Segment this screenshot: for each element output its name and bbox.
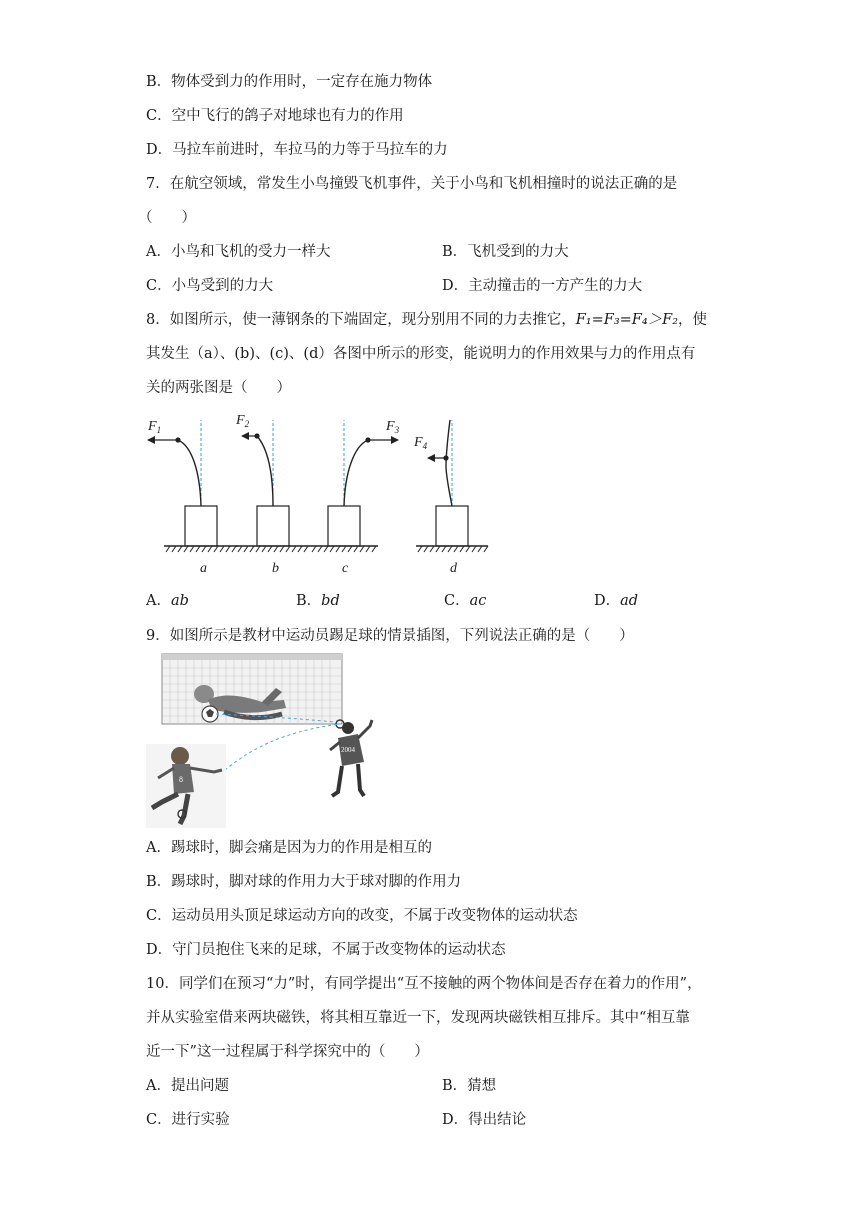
panel-label-d: d bbox=[450, 561, 457, 576]
panel-label-c: c bbox=[342, 561, 349, 576]
q8-option-d bbox=[594, 591, 638, 611]
q8-option-d-value: ad bbox=[620, 593, 639, 609]
force-label-f1: $F_1$ bbox=[148, 419, 162, 435]
panel-c bbox=[310, 419, 400, 576]
q9-option-c: C．运动员用头顶足球运动方向的改变，不属于改变物体的运动状态 bbox=[146, 908, 578, 924]
q10-stem-line1: 10．同学们在预习“力”时，有同学提出“互不接触的两个物体间是否存在着力的作用”， bbox=[146, 976, 702, 992]
q6-option-c: C．空中飞行的鸽子对地球也有力的作用 bbox=[146, 108, 404, 124]
q8-option-c bbox=[444, 591, 486, 611]
panel-b bbox=[235, 413, 310, 576]
q8-stem-part2: ，使 bbox=[678, 312, 708, 328]
q10-stem-line3: 近一下”这一过程属于科学探究中的（ ） bbox=[146, 1044, 429, 1060]
kicker-player-figure bbox=[146, 744, 226, 828]
q9-option-a: A．踢球时，脚会痛是因为力的作用是相互的 bbox=[146, 840, 432, 856]
force-label-f3: $F_3$ bbox=[386, 419, 400, 435]
q9-option-d: D．守门员抱住飞来的足球，不属于改变物体的运动状态 bbox=[146, 942, 506, 958]
jersey-number-2004: 2004 bbox=[341, 746, 355, 754]
goal-net bbox=[162, 654, 342, 724]
q7-option-a: A．小鸟和飞机的受力一样大 bbox=[146, 244, 331, 260]
force-label-f4: $F_4$ bbox=[414, 435, 428, 451]
q10-option-d: D．得出结论 bbox=[442, 1112, 527, 1128]
q7-option-d: D．主动撞击的一方产生的力大 bbox=[442, 278, 643, 294]
panel-d bbox=[413, 420, 488, 576]
q8-option-a bbox=[146, 591, 189, 611]
q8-stem-line1 bbox=[146, 310, 707, 330]
panel-label-b: b bbox=[272, 561, 279, 576]
q6-option-b: B．物体受到力的作用时，一定存在施力物体 bbox=[146, 74, 433, 90]
q9-option-b: B．踢球时，脚对球的作用力大于球对脚的作用力 bbox=[146, 874, 462, 890]
q8-option-a-value: ab bbox=[170, 593, 189, 609]
q7-option-b: B．飞机受到的力大 bbox=[442, 244, 569, 260]
q9-stem: 9．如图所示是教材中运动员踢足球的情景插图，下列说法正确的是（ ） bbox=[146, 628, 634, 644]
panel-a bbox=[147, 419, 238, 576]
q8-option-b bbox=[296, 591, 340, 611]
q8-option-b-letter: B． bbox=[296, 593, 322, 609]
panel-label-a: a bbox=[200, 561, 207, 576]
q8-force-relation: F₁=F₃=F₄＞F₂ bbox=[575, 312, 679, 328]
q7-option-c: C．小鸟受到的力大 bbox=[146, 278, 274, 294]
q7-answer-bracket: （ ） bbox=[138, 210, 196, 226]
q6-option-d: D．马拉车前进时，车拉马的力等于马拉车的力 bbox=[146, 142, 448, 158]
q10-option-b: B．猜想 bbox=[442, 1078, 497, 1094]
header-player-figure bbox=[330, 720, 372, 796]
q10-stem-line2: 并从实验室借来两块磁铁，将其相互靠近一下，发现两块磁铁相互排斥。其中“相互靠 bbox=[146, 1010, 690, 1026]
q8-stem-line2: 其发生（a）、(b)、(c)、(d）各图中所示的形变，能说明力的作用效果与力的作用点有 bbox=[146, 346, 696, 362]
q7-stem: 7．在航空领域，常发生小鸟撞毁飞机事件，关于小鸟和飞机相撞时的说法正确的是 bbox=[146, 176, 678, 192]
q8-option-d-letter: D． bbox=[594, 593, 621, 609]
q8-option-c-letter: C． bbox=[444, 593, 470, 609]
q8-stem-line3: 关的两张图是（ ） bbox=[146, 380, 291, 396]
q8-option-a-letter: A． bbox=[146, 593, 171, 609]
q8-option-c-value: ac bbox=[469, 593, 487, 609]
q9-soccer-illustration bbox=[144, 652, 444, 828]
force-label-f2: $F_2$ bbox=[236, 413, 250, 429]
q8-steel-strip-figure-right bbox=[300, 402, 500, 582]
kicker-number: 8 bbox=[179, 775, 183, 784]
q8-option-b-value: bd bbox=[321, 593, 340, 609]
q10-option-c: C．进行实验 bbox=[146, 1112, 230, 1128]
q8-stem-part1: 8．如图所示，使一薄钢条的下端固定，现分别用不同的力去推它， bbox=[146, 312, 576, 328]
q10-option-a: A．提出问题 bbox=[146, 1078, 229, 1094]
